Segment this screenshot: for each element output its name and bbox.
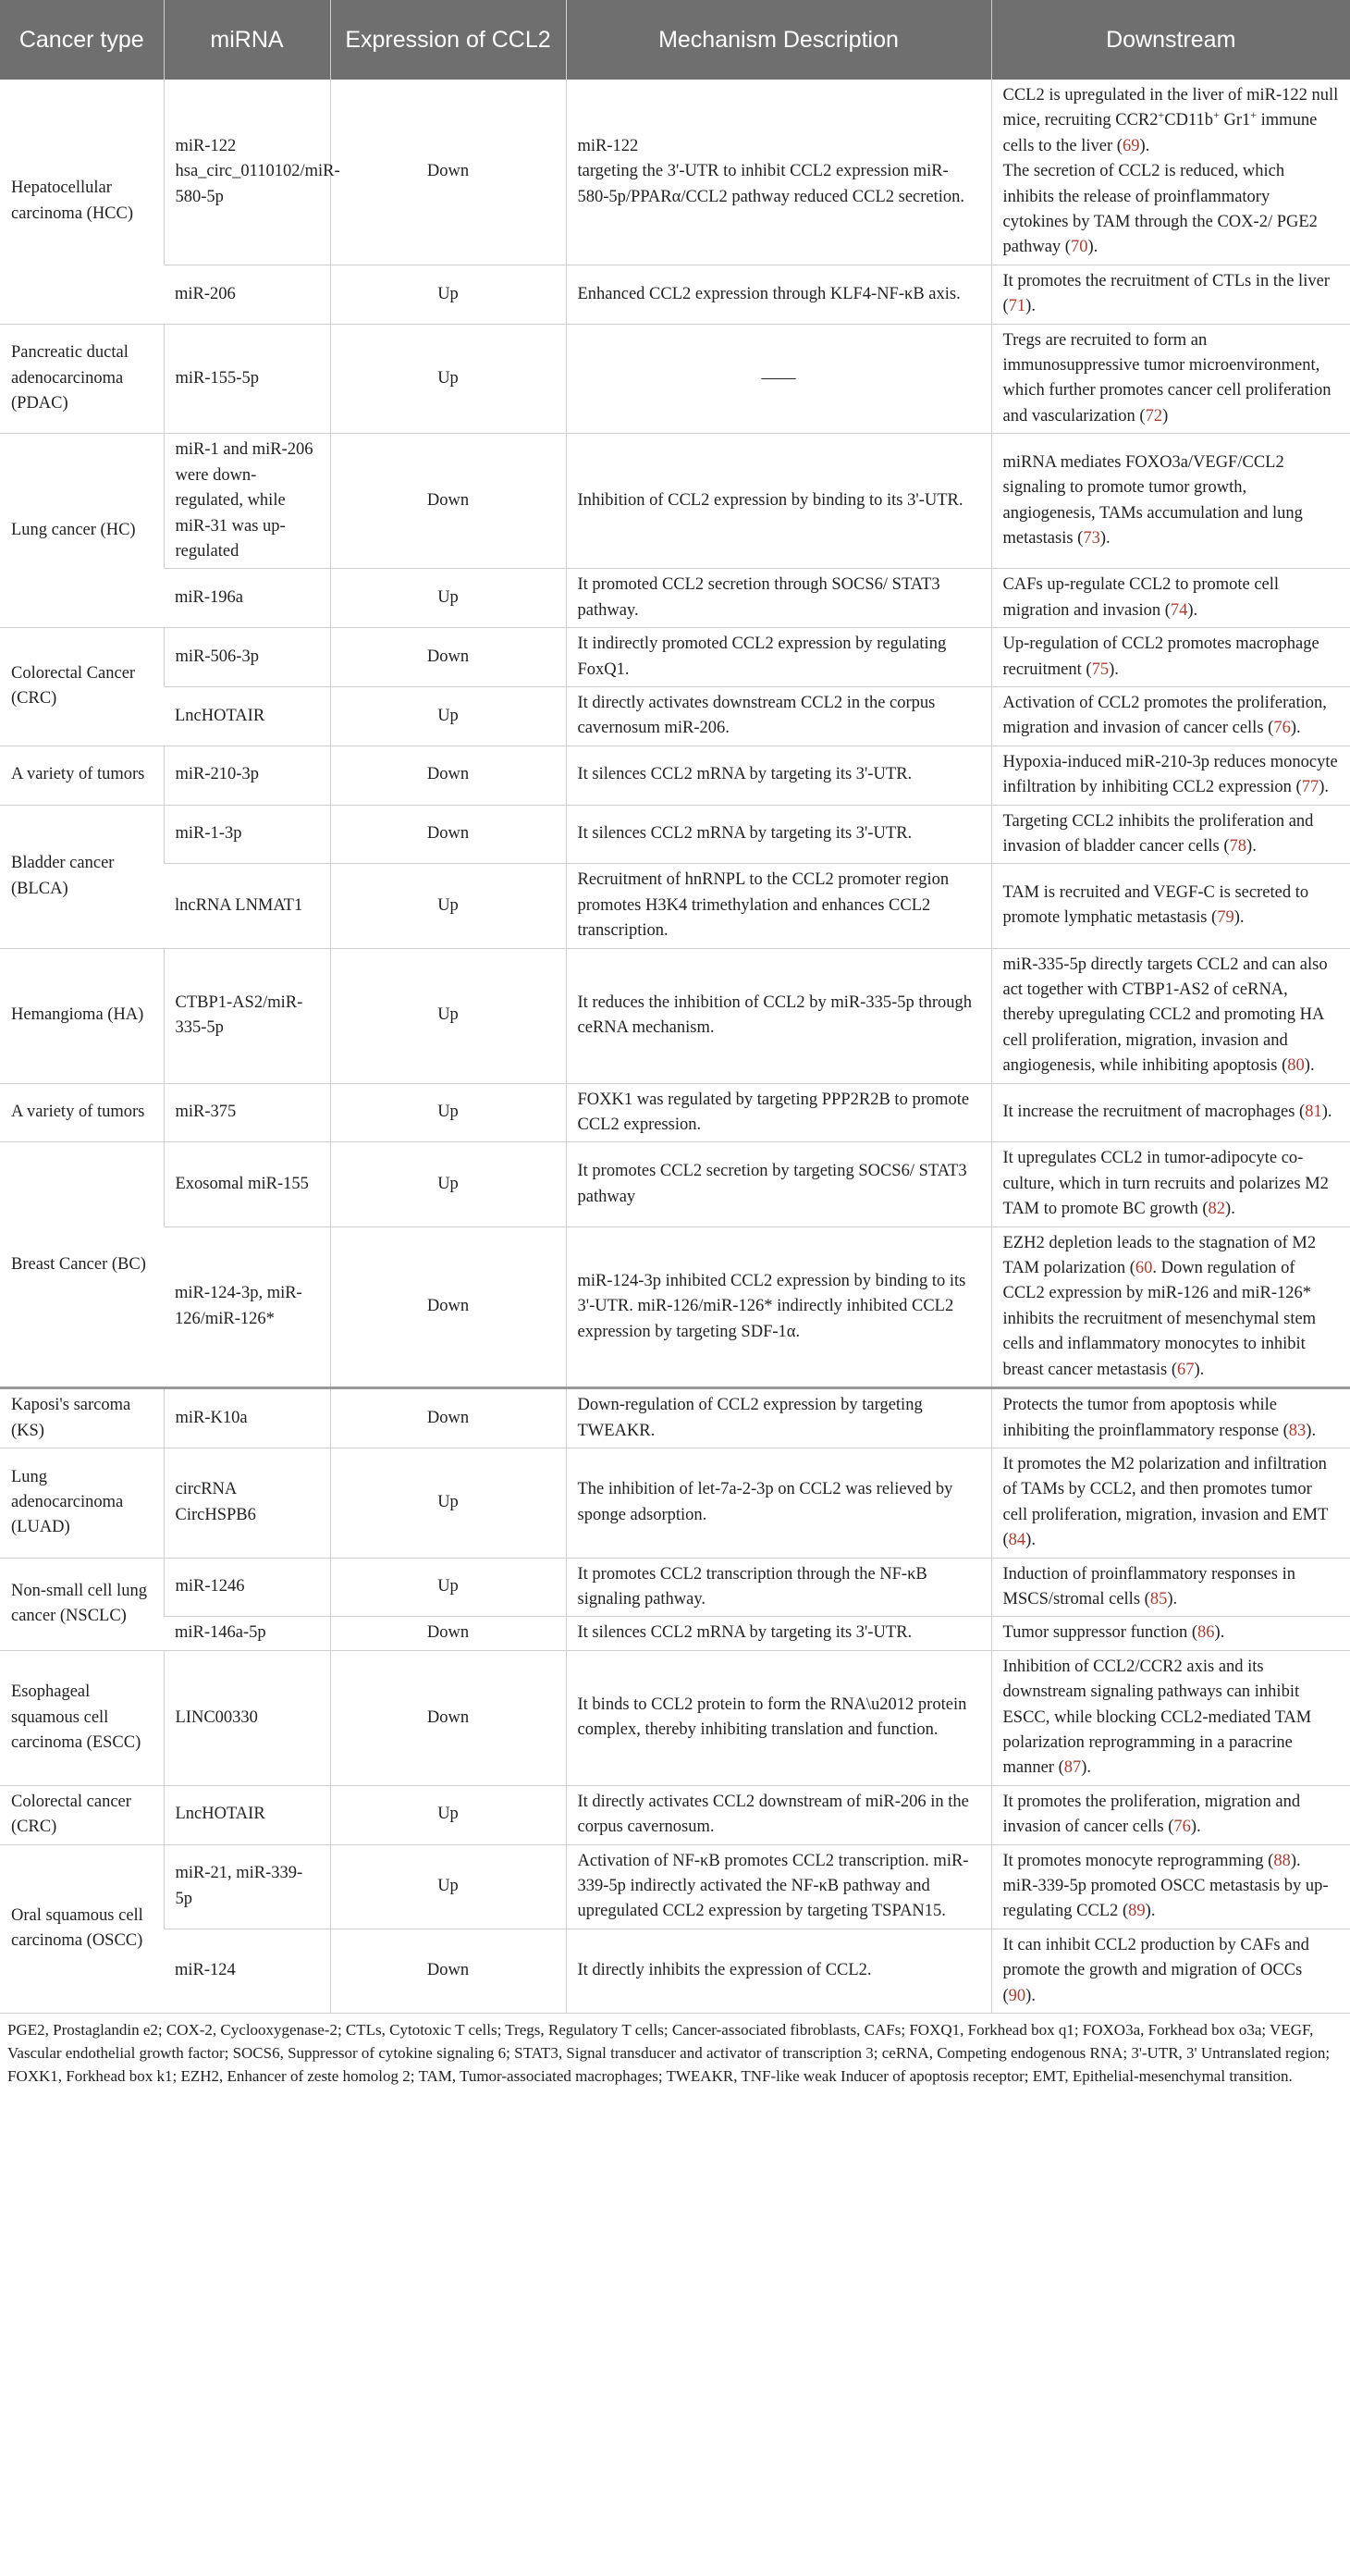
table-footnote: PGE2, Prostaglandin e2; COX-2, Cyclooxygenase-2; CTLs, Cytotoxic T cells; Tregs, Regulatory T cells; Cancer-associated fibroblasts, CAFs; FOXQ1, Forkhead box q1; FOXO3a, Forkhead box o3a; VEGF, Vascular endothelial growth factor; SOCS6, Suppressor of cytokine signaling 6; STAT3, Signal transducer and activator of transcription 3; ceRNA, Competing endogenous RNA; 3'-UTR, 3' Untranslated region; FOXK1, Forkhead box k1; EZH2, Enhancer of zeste homolog 2; TAM, Tumor-associated macrophages; TWEAKR, TNF-like weak Inducer of apoptosis receptor; EMT, Epithelial-mesenchymal transition. <box>7 2021 1331 2085</box>
expression-cell: Down <box>330 1929 566 2013</box>
header-downstream: Downstream <box>991 0 1350 80</box>
mechanism-cell: It promotes CCL2 transcription through the NF-κB signaling pathway. <box>566 1558 991 1617</box>
expression-cell: Down <box>330 80 566 265</box>
mirna-cell: circRNA CircHSPB6 <box>164 1448 330 1558</box>
mirna-cell: miR-K10a <box>164 1388 330 1448</box>
downstream-cell: Activation of CCL2 promotes the proliferation, migration and invasion of cancer cells (76). <box>991 686 1350 746</box>
mechanism-cell: It silences CCL2 mRNA by targeting its 3'-UTR. <box>566 805 991 864</box>
table-row <box>0 1617 1350 1650</box>
downstream-cell: EZH2 depletion leads to the stagnation of M2 TAM polarization (60. Down regulation of CCL2 expression by miR-126 and miR-126* inhibits the recruitment of mesenchymal stem cells and inflammatory monocytes to inhibit breast cancer metastasis (67). <box>991 1226 1350 1387</box>
downstream-cell: Tumor suppressor function (86). <box>991 1617 1350 1650</box>
table-row <box>0 1558 1350 1617</box>
mirna-cell: Exosomal miR-155 <box>164 1142 330 1226</box>
mirna-cell: miR-21, miR-339-5p <box>164 1844 330 1929</box>
header-cancer-type: Cancer type <box>0 0 164 80</box>
mechanism-cell: It directly activates CCL2 downstream of miR-206 in the corpus cavernosum. <box>566 1785 991 1844</box>
downstream-cell: It promotes the recruitment of CTLs in the liver (71). <box>991 265 1350 324</box>
mechanism-cell: It reduces the inhibition of CCL2 by miR-335-5p through ceRNA mechanism. <box>566 948 991 1083</box>
downstream-cell: miRNA mediates FOXO3a/VEGF/CCL2 signaling to promote tumor growth, angiogenesis, TAMs accumulation and lung metastasis (73). <box>991 434 1350 569</box>
header-mirna: miRNA <box>164 0 330 80</box>
cancer-type-cell: Non-small cell lung cancer (NSCLC) <box>0 1558 164 1650</box>
cancer-type-cell: Kaposi's sarcoma (KS) <box>0 1388 164 1448</box>
downstream-cell: Inhibition of CCL2/CCR2 axis and its downstream signaling pathways can inhibit ESCC, while blocking CCL2-mediated TAM polarization reprogramming in a paracrine manner (87). <box>991 1650 1350 1785</box>
mirna-cell: miR-122 hsa_circ_0110102/miR-580-5p <box>164 80 330 265</box>
mechanism-cell: FOXK1 was regulated by targeting PPP2R2B to promote CCL2 expression. <box>566 1083 991 1142</box>
table-header <box>0 0 1350 80</box>
mechanism-cell: Inhibition of CCL2 expression by binding to its 3'-UTR. <box>566 434 991 569</box>
mechanism-cell: Recruitment of hnRNPL to the CCL2 promoter region promotes H3K4 trimethylation and enhances CCL2 transcription. <box>566 864 991 948</box>
header-expression: Expression of CCL2 <box>330 0 566 80</box>
cancer-type-cell: Bladder cancer (BLCA) <box>0 805 164 948</box>
downstream-cell: It promotes the proliferation, migration and invasion of cancer cells (76). <box>991 1785 1350 1844</box>
cancer-type-cell: A variety of tumors <box>0 1083 164 1142</box>
downstream-cell: miR-335-5p directly targets CCL2 and can also act together with CTBP1-AS2 of ceRNA, thereby upregulating CCL2 and promoting HA cell proliferation, migration, invasion and angiogenesis, while inhibiting apoptosis (80). <box>991 948 1350 1083</box>
mirna-cell: CTBP1-AS2/miR-335-5p <box>164 948 330 1083</box>
expression-cell: Up <box>330 569 566 628</box>
expression-cell: Up <box>330 1083 566 1142</box>
cancer-type-cell: Oral squamous cell carcinoma (OSCC) <box>0 1844 164 2013</box>
mechanism-cell: It directly inhibits the expression of CCL2. <box>566 1929 991 2013</box>
table-row <box>0 80 1350 265</box>
expression-cell: Up <box>330 1558 566 1617</box>
table-row <box>0 1448 1350 1558</box>
expression-cell: Down <box>330 1650 566 1785</box>
expression-cell: Up <box>330 686 566 746</box>
mechanism-cell: It promotes CCL2 secretion by targeting SOCS6/ STAT3 pathway <box>566 1142 991 1226</box>
mechanism-cell: miR-124-3p inhibited CCL2 expression by binding to its 3'-UTR. miR-126/miR-126* indirectly inhibited CCL2 expression by targeting SDF-1α. <box>566 1226 991 1387</box>
mirna-cell: miR-124-3p, miR-126/miR-126* <box>164 1226 330 1387</box>
table-row <box>0 1844 1350 1929</box>
mechanism-cell: It binds to CCL2 protein to form the RNA\u2012 protein complex, thereby inhibiting translation and function. <box>566 1650 991 1785</box>
mirna-cell: miR-206 <box>164 265 330 324</box>
header-row <box>0 0 1350 80</box>
mirna-cell: miR-124 <box>164 1929 330 2013</box>
mechanism-cell: The inhibition of let-7a-2-3p on CCL2 was relieved by sponge adsorption. <box>566 1448 991 1558</box>
downstream-cell: TAM is recruited and VEGF-C is secreted to promote lymphatic metastasis (79). <box>991 864 1350 948</box>
table-row <box>0 1388 1350 1448</box>
table-row <box>0 265 1350 324</box>
table-row <box>0 805 1350 864</box>
mechanism-cell: Down-regulation of CCL2 expression by targeting TWEAKR. <box>566 1388 991 1448</box>
mechanism-cell: Enhanced CCL2 expression through KLF4-NF-κB axis. <box>566 265 991 324</box>
table-row <box>0 434 1350 569</box>
mechanism-cell: It directly activates downstream CCL2 in the corpus cavernosum miR-206. <box>566 686 991 746</box>
mechanism-cell: —— <box>566 324 991 434</box>
expression-cell: Up <box>330 1844 566 1929</box>
mirna-cell: lncRNA LNMAT1 <box>164 864 330 948</box>
mechanism-cell: It silences CCL2 mRNA by targeting its 3'-UTR. <box>566 1617 991 1650</box>
downstream-cell: Hypoxia-induced miR-210-3p reduces monocyte infiltration by inhibiting CCL2 expression (77). <box>991 746 1350 805</box>
expression-cell: Up <box>330 864 566 948</box>
table-body <box>0 80 1350 2014</box>
downstream-cell: Protects the tumor from apoptosis while inhibiting the proinflammatory response (83). <box>991 1388 1350 1448</box>
expression-cell: Down <box>330 746 566 805</box>
expression-cell: Up <box>330 1142 566 1226</box>
downstream-cell: It upregulates CCL2 in tumor-adipocyte co-culture, which in turn recruits and polarizes M2 TAM to promote BC growth (82). <box>991 1142 1350 1226</box>
cancer-type-cell: Lung cancer (HC) <box>0 434 164 628</box>
mechanism-cell: It indirectly promoted CCL2 expression by regulating FoxQ1. <box>566 628 991 687</box>
mechanism-cell: It promoted CCL2 secretion through SOCS6/ STAT3 pathway. <box>566 569 991 628</box>
mirna-cell: miR-375 <box>164 1083 330 1142</box>
cancer-type-cell: Hemangioma (HA) <box>0 948 164 1083</box>
mirna-cell: miR-506-3p <box>164 628 330 687</box>
expression-cell: Down <box>330 1226 566 1387</box>
downstream-cell: It can inhibit CCL2 production by CAFs and promote the growth and migration of OCCs (90). <box>991 1929 1350 2013</box>
table-row <box>0 864 1350 948</box>
table-row <box>0 1226 1350 1387</box>
table-row <box>0 569 1350 628</box>
table-row <box>0 1650 1350 1785</box>
mirna-cell: miR-196a <box>164 569 330 628</box>
table-row <box>0 1083 1350 1142</box>
cancer-type-cell: Breast Cancer (BC) <box>0 1142 164 1388</box>
cancer-type-cell: Colorectal Cancer (CRC) <box>0 628 164 746</box>
mirna-cell: LncHOTAIR <box>164 1785 330 1844</box>
cancer-type-cell: Lung adenocarcinoma (LUAD) <box>0 1448 164 1558</box>
mechanism-cell: It silences CCL2 mRNA by targeting its 3'-UTR. <box>566 746 991 805</box>
mechanism-cell: miR-122 targeting the 3'-UTR to inhibit CCL2 expression miR-580-5p/PPARα/CCL2 pathway reduced CCL2 secretion. <box>566 80 991 265</box>
expression-cell: Up <box>330 948 566 1083</box>
header-mechanism: Mechanism Description <box>566 0 991 80</box>
table-row <box>0 948 1350 1083</box>
expression-cell: Down <box>330 434 566 569</box>
table-row <box>0 1142 1350 1226</box>
table-row <box>0 628 1350 687</box>
cancer-type-cell: Hepatocellular carcinoma (HCC) <box>0 80 164 324</box>
table-row <box>0 1785 1350 1844</box>
expression-cell: Up <box>330 265 566 324</box>
cancer-type-cell: Colorectal cancer (CRC) <box>0 1785 164 1844</box>
downstream-cell: It increase the recruitment of macrophages (81). <box>991 1083 1350 1142</box>
downstream-cell: CCL2 is upregulated in the liver of miR-122 null mice, recruiting CCR2+CD11b+ Gr1+ immune cells to the liver (69). The secretion of CCL2 is reduced, which inhibits the release of proinflammatory cytokines by TAM through the COX-2/ PGE2 pathway (70). <box>991 80 1350 265</box>
mirna-cell: miR-1-3p <box>164 805 330 864</box>
mirna-cell: miR-146a-5p <box>164 1617 330 1650</box>
mirna-cell: LINC00330 <box>164 1650 330 1785</box>
mechanism-cell: Activation of NF-κB promotes CCL2 transcription. miR-339-5p indirectly activated the NF-κB pathway and upregulated CCL2 expression by targeting TSPAN15. <box>566 1844 991 1929</box>
cancer-type-cell: Esophageal squamous cell carcinoma (ESCC) <box>0 1650 164 1785</box>
downstream-cell: Tregs are recruited to form an immunosuppressive tumor microenvironment, which further promotes cancer cell proliferation and vascularization (72) <box>991 324 1350 434</box>
expression-cell: Down <box>330 805 566 864</box>
table-row <box>0 324 1350 434</box>
mirna-cell: miR-210-3p <box>164 746 330 805</box>
table-row <box>0 1929 1350 2013</box>
mirna-cell: LncHOTAIR <box>164 686 330 746</box>
downstream-cell: Up-regulation of CCL2 promotes macrophage recruitment (75). <box>991 628 1350 687</box>
mirna-cell: miR-1 and miR-206 were down-regulated, while miR-31 was up-regulated <box>164 434 330 569</box>
downstream-cell: It promotes monocyte reprogramming (88). miR-339-5p promoted OSCC metastasis by up-regulating CCL2 (89). <box>991 1844 1350 1929</box>
expression-cell: Down <box>330 628 566 687</box>
expression-cell: Up <box>330 1785 566 1844</box>
expression-cell: Up <box>330 324 566 434</box>
expression-cell: Down <box>330 1617 566 1650</box>
expression-cell: Down <box>330 1388 566 1448</box>
cancer-type-cell: Pancreatic ductal adenocarcinoma (PDAC) <box>0 324 164 434</box>
mirna-cell: miR-155-5p <box>164 324 330 434</box>
downstream-cell: Targeting CCL2 inhibits the proliferation and invasion of bladder cancer cells (78). <box>991 805 1350 864</box>
downstream-cell: Induction of proinflammatory responses in MSCS/stromal cells (85). <box>991 1558 1350 1617</box>
table-row <box>0 686 1350 746</box>
cancer-type-cell: A variety of tumors <box>0 746 164 805</box>
downstream-cell: CAFs up-regulate CCL2 to promote cell migration and invasion (74). <box>991 569 1350 628</box>
downstream-cell: It promotes the M2 polarization and infiltration of TAMs by CCL2, and then promotes tumor cell proliferation, migration, invasion and EMT (84). <box>991 1448 1350 1558</box>
table-row <box>0 746 1350 805</box>
mirna-cell: miR-1246 <box>164 1558 330 1617</box>
expression-cell: Up <box>330 1448 566 1558</box>
